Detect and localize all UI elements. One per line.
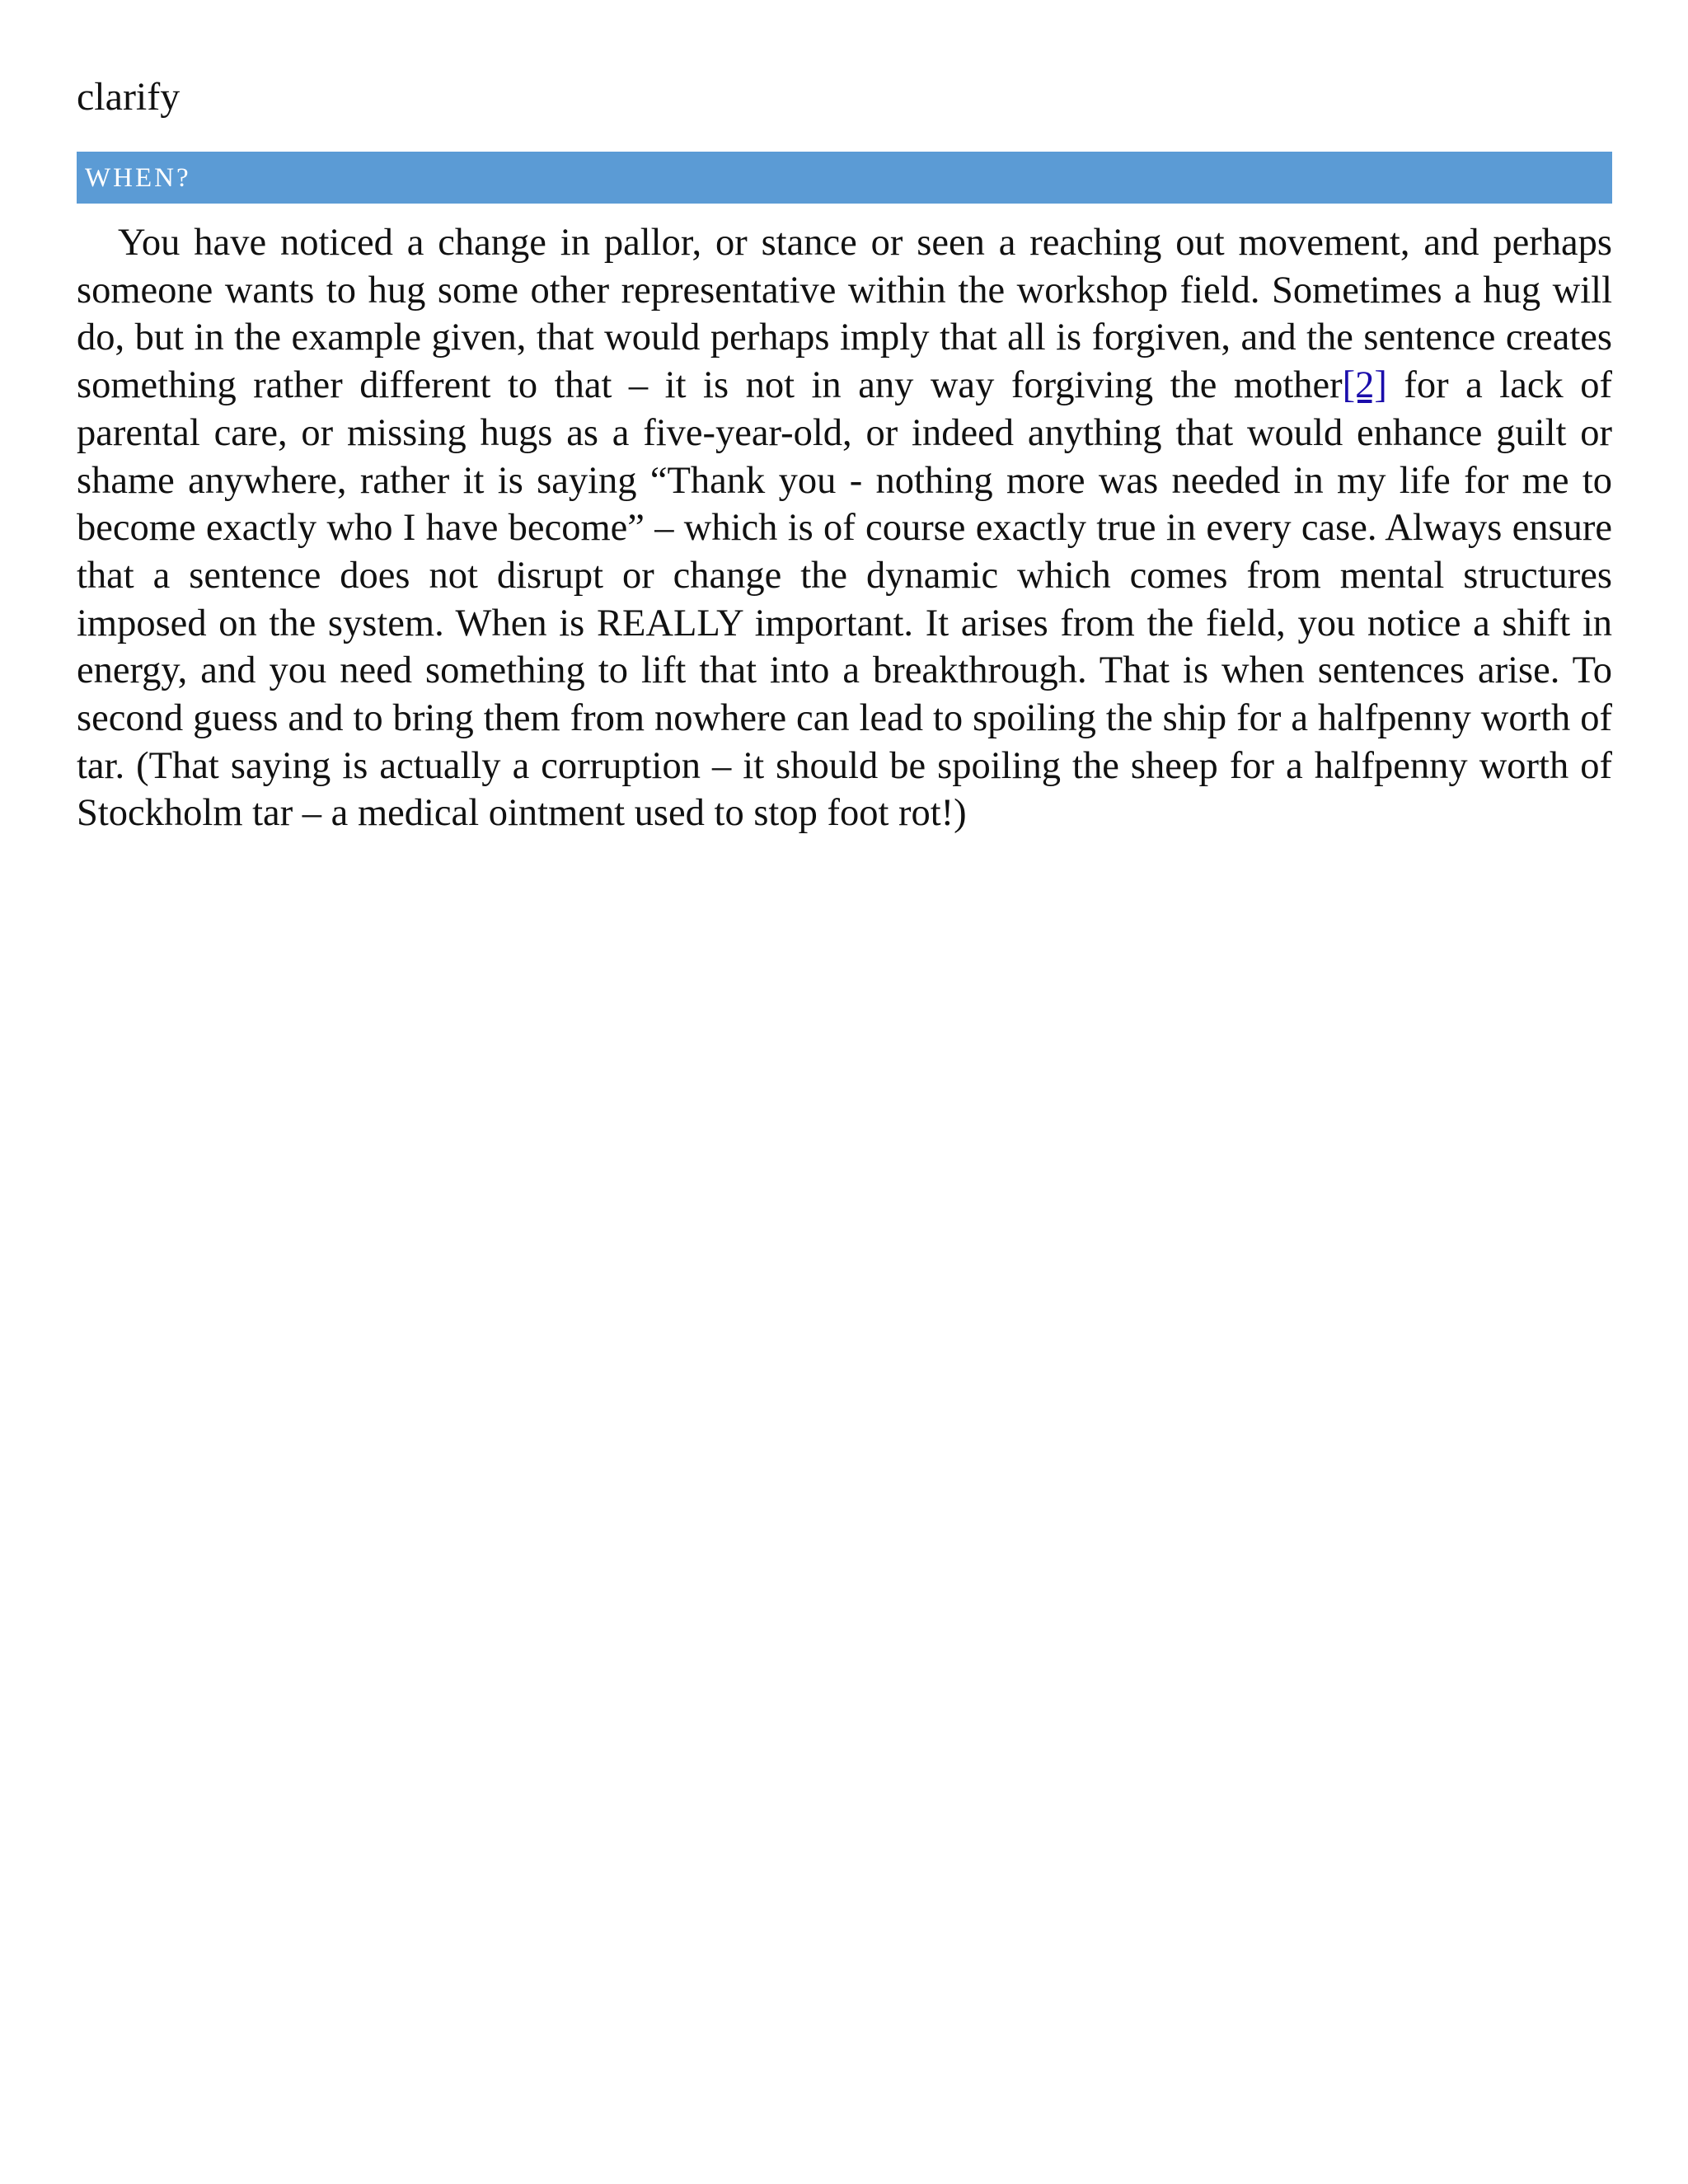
paragraph-text-start: You have noticed a change in pallor, or stance or seen a reaching out movement, and perhaps someone wants to hug some other representative within the workshop field. Sometimes a hug will do, but in the example given, that would perhaps imply that all is forgiven, and the sentence creates something rather different to that – it is not in any way forgiving the mother xyxy=(77,222,1612,407)
carryover-text: clarify xyxy=(77,75,181,119)
paragraph-text-end: for a lack of parental care, or missing hugs as a five-year-old, or indeed anything that would enhance guilt or shame anywhere, rather it is saying “Thank you - nothing more was needed in my life for me to become exactly who I have become” – which is of course exactly true in every case. Always ensure that a sentence does not disrupt or change the dynamic which comes from mental structures imposed on the system. When is REALLY important. It arises from the field, you notice a shift in energy, and you need something to lift that into a breakthrough. That is when sentences arise. To second guess and to bring them from nowhere can lead to spoiling the ship for a halfpenny worth of tar. (That saying is actually a corruption – it should be spoiling the sheep for a halfpenny worth of Stockholm tar – a medical ointment used to stop foot rot!) xyxy=(77,364,1613,835)
section-heading-bar xyxy=(77,152,1612,204)
footnote-link[interactable]: [2] xyxy=(1342,364,1387,407)
body-paragraph xyxy=(77,219,1612,837)
section-heading: WHEN? xyxy=(85,162,191,193)
